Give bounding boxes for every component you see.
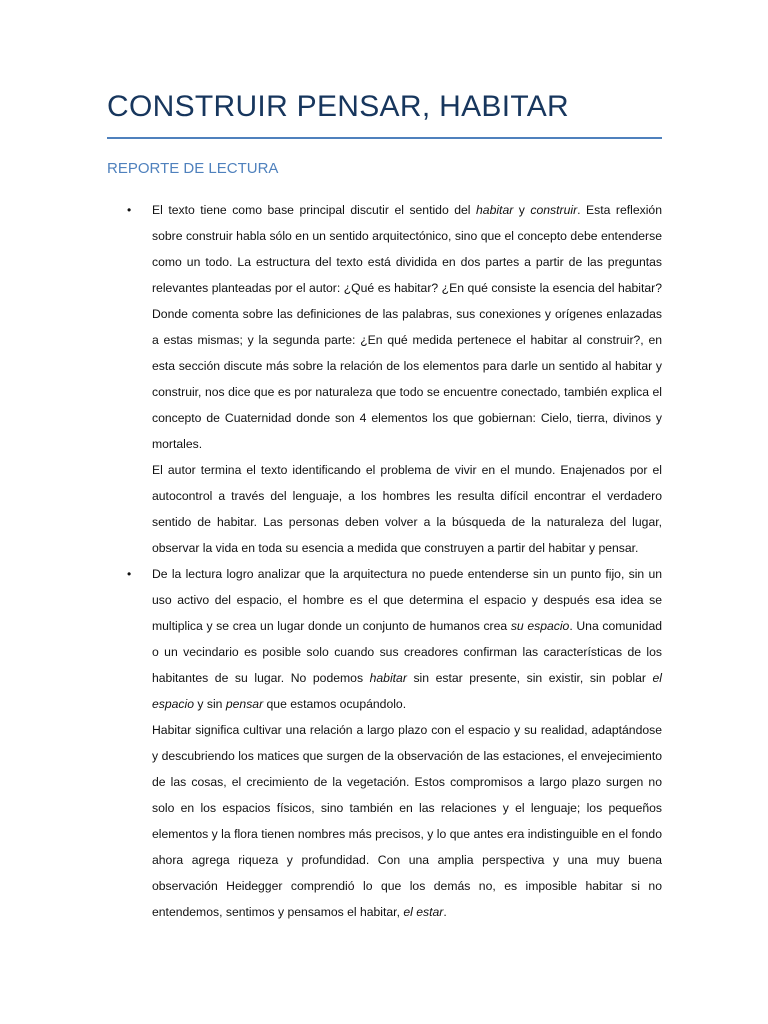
bullet-icon: • xyxy=(127,567,132,581)
text-run: sin estar presente, sin existir, sin poblar xyxy=(406,671,653,685)
bullet-icon: • xyxy=(127,203,132,217)
document-subtitle: REPORTE DE LECTURA xyxy=(107,160,279,177)
text-run: y xyxy=(513,203,531,217)
paragraph: El autor termina el texto identificando el problema de vivir en el mundo. Enajenados por el autocontrol a través del lenguaje, a los hombres les resulta difícil encontrar el verdadero sentido de habitar. Las personas deben volver a la búsqueda de la naturaleza del lugar, observar la vida en toda su esencia a medida que construyen a partir del habitar y pensar. xyxy=(152,463,662,555)
text-run: y sin xyxy=(194,697,226,711)
paragraph xyxy=(152,561,662,717)
title-underline xyxy=(107,137,662,139)
paragraph xyxy=(152,717,662,925)
document-title: CONSTRUIR PENSAR, HABITAR xyxy=(107,90,569,123)
italic-term: habitar xyxy=(476,203,514,217)
text-run: El texto tiene como base principal discutir el sentido del xyxy=(152,203,477,217)
text-run: que estamos ocupándolo. xyxy=(263,697,407,711)
document-body xyxy=(127,197,663,925)
text-run: De la lectura logro analizar que la arquitectura no puede entenderse sin un punto fijo, sin un uso activo del espacio, el hombre es el que determina el espacio y después esa idea se multiplica y se crea un lugar donde un conjunto de humanos crea xyxy=(152,567,662,633)
italic-term: el espacio xyxy=(152,671,662,711)
bullet-item-2 xyxy=(127,561,663,925)
italic-term: el estar xyxy=(403,905,444,919)
italic-term: construir xyxy=(530,203,578,217)
text-run: . Esta reflexión sobre construir habla sólo en un sentido arquitectónico, sino que el concepto debe entenderse como un todo. La estructura del texto está dividida en dos partes a partir de las preguntas relevantes planteadas por el autor: ¿Qué es habitar? ¿En qué consiste la esencia del habitar? Donde comenta sobre las definiciones de las palabras, sus conexiones y orígenes enlazadas a estas mismas; y la segunda parte: ¿En qué medida pertenece el habitar al construir?, en esta sección discute más sobre la relación de los elementos para darle un sentido al habitar y construir, nos dice que es por naturaleza que todo se encuentre conectado, también explica el concepto de Cuaternidad donde son 4 elementos los que gobiernan: Cielo, tierra, divinos y mortales. xyxy=(152,203,662,451)
text-run: . Una comunidad o un vecindario es posible solo cuando sus creadores confirman las características de los habitantes de su lugar. No podemos xyxy=(152,619,663,685)
text-run: . xyxy=(443,905,447,919)
italic-term: su espacio xyxy=(510,619,570,633)
text-run: Habitar significa cultivar una relación a largo plazo con el espacio y su realidad, adaptándose y descubriendo los matices que surgen de la observación de las estaciones, el envejecimiento de las cosas, el crecimiento de la vegetación. Estos compromisos a largo plazo surgen no solo en los espacios físicos, sino también en las relaciones y el lenguaje; los pequeños elementos y la flora tienen nombres más precisos, y lo que antes era indistinguible en el fondo ahora agrega riqueza y profundidad. Con una amplia perspectiva y una muy buena observación Heidegger comprendió lo que los demás no, es imposible habitar si no entendemos, sentimos y pensamos el habitar, xyxy=(152,723,662,919)
paragraph xyxy=(152,197,662,457)
italic-term: habitar xyxy=(369,671,407,685)
italic-term: pensar xyxy=(225,697,264,711)
bullet-item-1 xyxy=(127,197,662,561)
